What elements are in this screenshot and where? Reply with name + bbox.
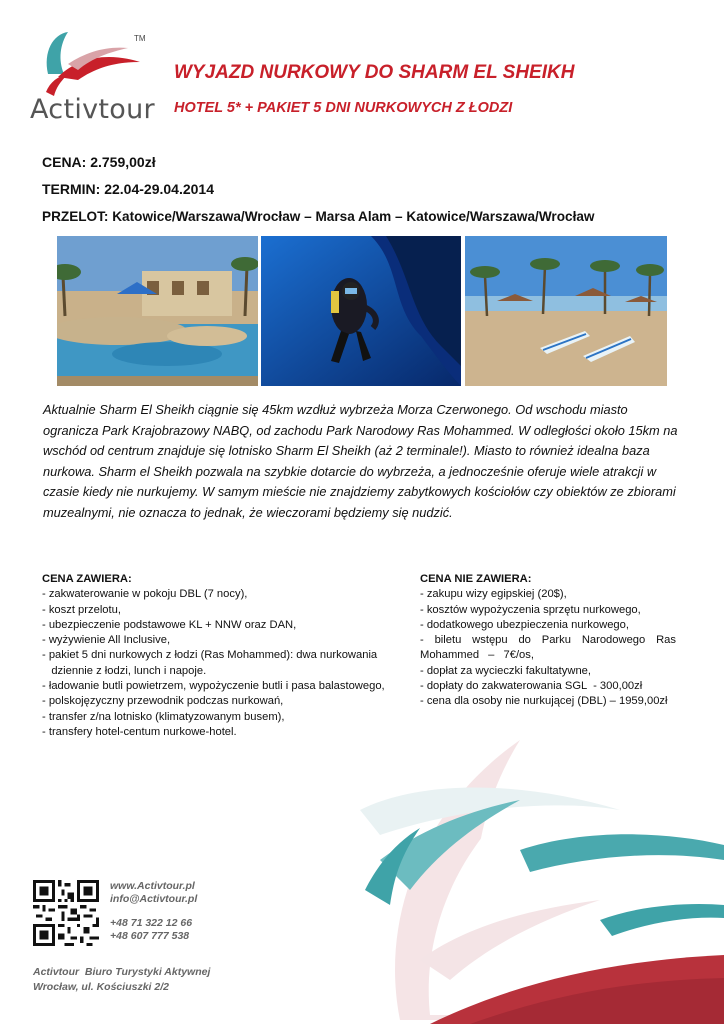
flight-line: PRZELOT: Katowice/Warszawa/Wrocław – Marsa Alam – Katowice/Warszawa/Wrocław — [42, 209, 595, 224]
includes-heading: CENA ZAWIERA: — [42, 573, 132, 585]
contact-info — [110, 880, 197, 943]
list-item: - cena dla osoby nie nurkującej (DBL) – 1959,00zł — [420, 695, 668, 708]
list-item: - transfer z/na lotnisko (klimatyzowanym busem), — [42, 710, 285, 723]
list-item: - polskojęzyczny przewodnik podczas nurkowań, — [42, 695, 284, 708]
list-item: - dodatkowego ubezpieczenia nurkowego, — [420, 618, 629, 631]
beach-umbrellas-photo — [465, 236, 667, 386]
destination-description: Aktualnie Sharm El Sheikh ciągnie się 45km wzdłuż wybrzeża Morza Czerwonego. Od wschodu miasto ogranicza Park Krajobrazowy NABQ, od zachodu Park Narodowy Ras Mohammed. W odległości około 15km na wschód od centrum znajduje się lotnisko Sharm El Sheikh (aż 2 terminale!). Miasto to również idealna baza nurkowa. Sharm el Sheikh pozwala na szybkie dotarcie do wybrzeża, a jednocześnie oferuje wiele atrakcji w czasie kiedy nie nurkujemy. W samym mieście nie znajdziemy zabytkowych kościołów czy obiektów ze zbiorami muzealnymi, nie oznacza to jednak, że wieczorami będziemy się nudzić. — [43, 402, 678, 520]
list-item: - zakwaterowanie w pokoju DBL (7 nocy), — [42, 588, 248, 601]
dates-line: TERMIN: 22.04-29.04.2014 — [42, 181, 214, 197]
price-line: CENA: 2.759,00zł — [42, 154, 156, 170]
page-subtitle: HOTEL 5* + PAKIET 5 DNI NURKOWYCH Z ŁODZI — [174, 100, 513, 116]
trademark-symbol: TM — [134, 34, 146, 43]
logo-wordmark: Activtour — [30, 94, 155, 125]
excludes-heading: CENA NIE ZAWIERA: — [420, 573, 532, 585]
email-link[interactable]: info@Activtour.pl — [110, 893, 198, 905]
list-item: - koszt przelotu, — [42, 603, 121, 616]
list-item: - ubezpieczenie podstawowe KL + NNW oraz DAN, — [42, 618, 297, 631]
list-item: - biletu wstępu do Parku Narodowego Ras Mohammed – 7€/os, — [420, 634, 676, 662]
hotel-pool-photo — [57, 236, 258, 386]
list-item: - wyżywienie All Inclusive, — [42, 634, 171, 647]
list-item: - pakiet 5 dni nurkowych z łodzi (Ras Mohammed): dwa nurkowania — [42, 649, 378, 662]
list-item: - transfery hotel-centum nurkowe-hotel. — [42, 725, 237, 738]
includes-list — [42, 587, 392, 740]
list-item: - dopłaty do zakwaterowania SGL - 300,00zł — [420, 680, 643, 693]
list-item: - zakupu wizy egipskiej (20$), — [420, 588, 567, 601]
list-item: - dopłat za wycieczki fakultatywne, — [420, 664, 591, 677]
website-link[interactable]: www.Activtour.pl — [110, 880, 195, 892]
scuba-diver-photo — [261, 236, 461, 386]
footer-address — [33, 965, 210, 994]
phone-number: +48 607 777 538 — [110, 930, 190, 942]
phone-number: +48 71 322 12 66 — [110, 917, 193, 929]
company-name: Activtour Biuro Turystyki Aktywnej — [33, 966, 211, 978]
price-includes-section — [42, 572, 392, 740]
excludes-list — [420, 587, 676, 709]
page-title: WYJAZD NURKOWY DO SHARM EL SHEIKH — [174, 62, 575, 83]
list-item: - ładowanie butli powietrzem, wypożyczenie butli i pasa balastowego, — [42, 680, 385, 693]
company-address: Wrocław, ul. Kościuszki 2/2 — [33, 980, 169, 993]
list-item: - kosztów wypożyczenia sprzętu nurkowego, — [420, 603, 641, 616]
price-excludes-section — [420, 572, 676, 710]
qr-code-icon — [33, 880, 99, 946]
list-item: dziennie z łodzi, lunch i napoje. — [42, 664, 207, 677]
